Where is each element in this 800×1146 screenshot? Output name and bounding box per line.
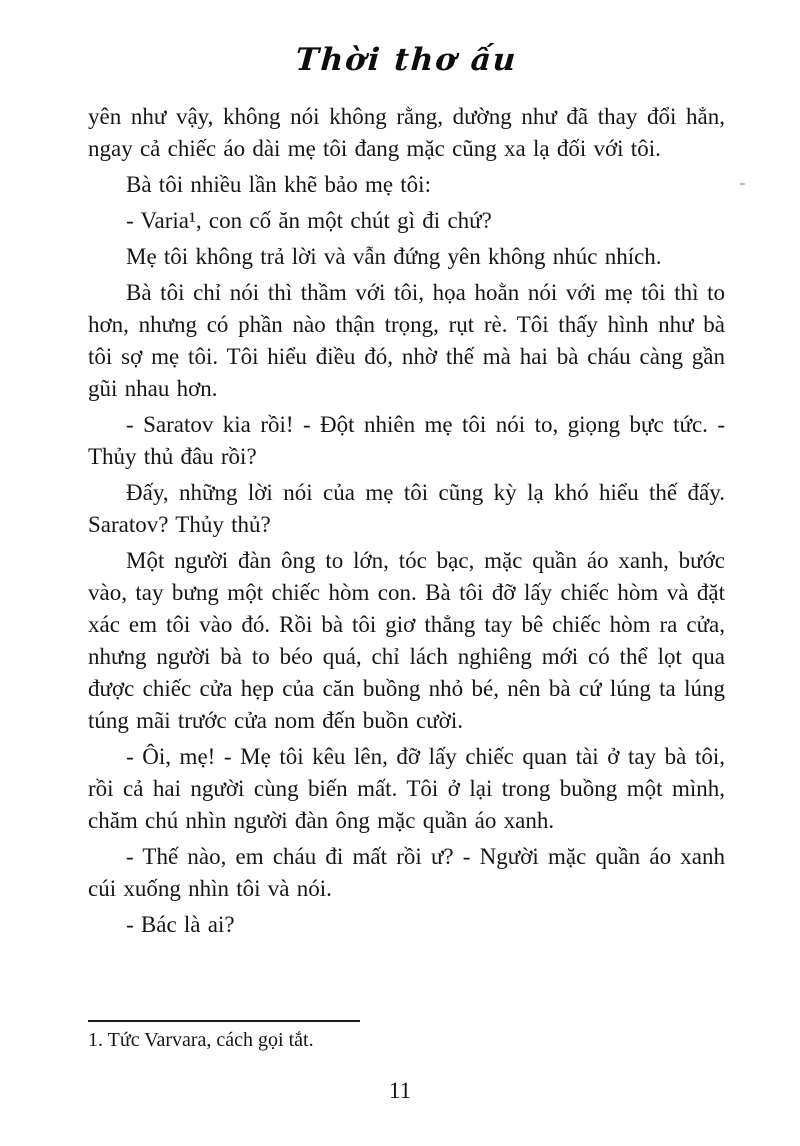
paragraph: Đấy, những lời nói của mẹ tôi cũng kỳ lạ khó hiểu thế đấy. Saratov? Thủy thủ? xyxy=(88,480,725,537)
running-header-title: Thời thơ ấu xyxy=(294,42,519,78)
paragraph: yên như vậy, không nói không rằng, dường như đã thay đổi hẳn, ngay cả chiếc áo dài mẹ tôi đang mặc cũng xa lạ đối với tôi. xyxy=(88,104,725,161)
paragraph: - Ôi, mẹ! - Mẹ tôi kêu lên, đỡ lấy chiếc quan tài ở tay bà tôi, rồi cả hai người cùng biến mất. Tôi ở lại trong buồng một mình, chăm chú nhìn người đàn ông mặc quần áo xanh. xyxy=(88,744,725,833)
page-number: 11 xyxy=(388,1078,412,1103)
paragraph: Mẹ tôi không trả lời và vẫn đứng yên không nhúc nhích. xyxy=(126,244,662,269)
paragraph: - Saratov kia rồi! - Đột nhiên mẹ tôi nói to, giọng bực tức. - Thủy thủ đâu rồi? xyxy=(88,412,725,469)
body-text xyxy=(88,101,725,941)
paragraph: - Varia¹, con cố ăn một chút gì đi chứ? xyxy=(126,208,492,233)
footnote-text: 1. Tức Varvara, cách gọi tắt. xyxy=(88,1029,314,1051)
paragraph: Bà tôi chỉ nói thì thầm với tôi, họa hoằn nói với mẹ tôi thì to hơn, nhưng có phần nào thận trọng, rụt rè. Tôi thấy hình như bà tôi sợ mẹ tôi. Tôi hiểu điều đó, nhờ thế mà hai bà cháu càng gần gũi nhau hơn. xyxy=(88,280,725,401)
paragraph: Một người đàn ông to lớn, tóc bạc, mặc quần áo xanh, bước vào, tay bưng một chiếc hòm con. Bà tôi đỡ lấy chiếc hòm và đặt xác em tôi vào đó. Rồi bà tôi giơ thẳng tay bê chiếc hòm ra cửa, nhưng người bà to béo quá, chỉ lách nghiêng mới có thể lọt qua được chiếc cửa hẹp của căn buồng nhỏ bé, nên bà cứ lúng ta lúng túng mãi trước cửa nom đến buồn cười. xyxy=(88,548,725,733)
paragraph: - Thế nào, em cháu đi mất rồi ư? - Người mặc quần áo xanh cúi xuống nhìn tôi và nói. xyxy=(88,844,725,901)
paragraph: - Bác là ai? xyxy=(126,912,235,937)
footnote-divider xyxy=(88,1020,360,1022)
footnote xyxy=(88,1020,725,1053)
scan-artifact-mark xyxy=(740,183,745,185)
paragraph: Bà tôi nhiều lần khẽ bảo mẹ tôi: xyxy=(126,172,431,197)
